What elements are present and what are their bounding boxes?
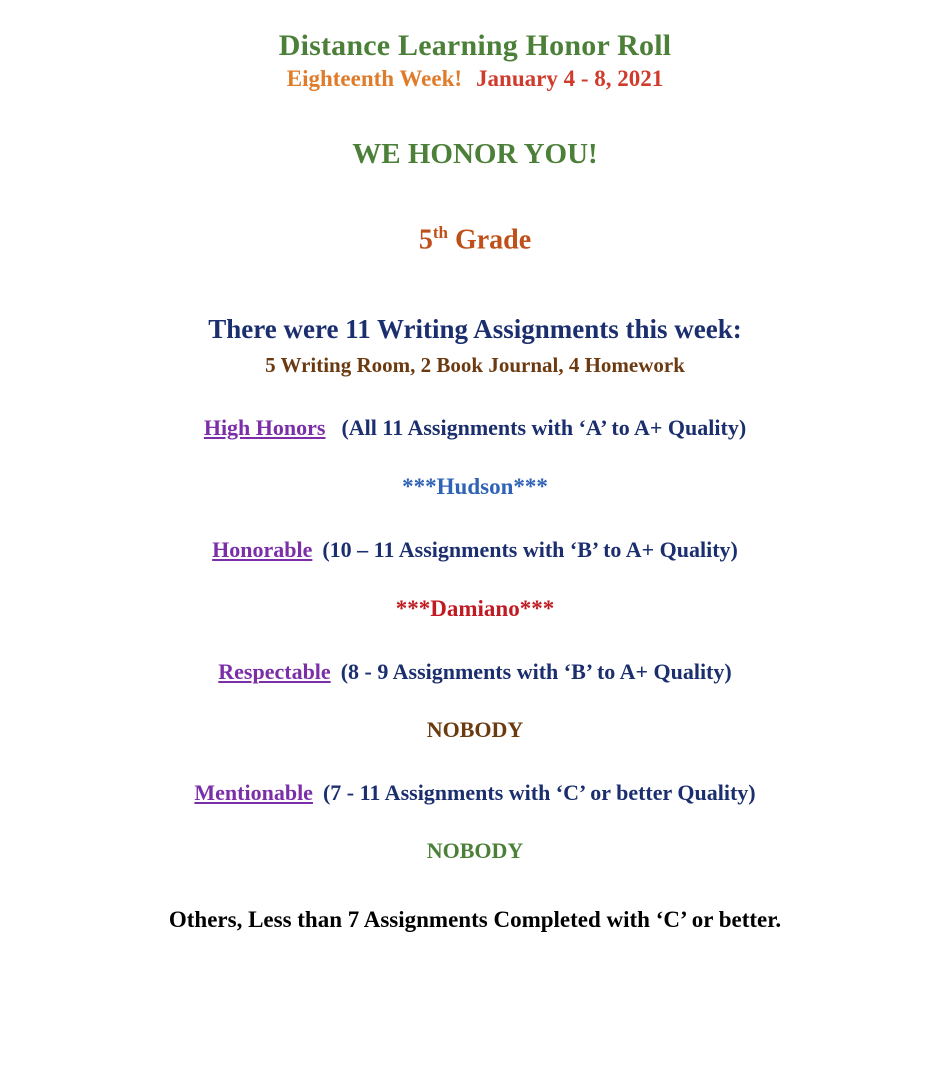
category-description-honorable: (10 – 11 Assignments with ‘B’ to A+ Quality) bbox=[322, 536, 738, 562]
grade-heading bbox=[20, 223, 930, 256]
footer-note: Others, Less than 7 Assignments Completed with ‘C’ or better. bbox=[168, 906, 782, 932]
category-description-mentionable: (7 - 11 Assignments with ‘C’ or better Quality) bbox=[322, 779, 756, 805]
section-high-honors bbox=[20, 415, 930, 441]
assignments-breakdown: 5 Writing Room, 2 Book Journal, 4 Homework bbox=[265, 352, 685, 377]
names-mentionable: NOBODY bbox=[426, 837, 524, 863]
week-label: Eighteenth Week! bbox=[286, 66, 463, 92]
names-honorable: ***Damiano*** bbox=[395, 595, 555, 621]
section-honorable bbox=[20, 537, 930, 563]
grade-number: 5 bbox=[418, 224, 433, 256]
category-label-respectable: Respectable bbox=[218, 658, 331, 684]
category-description-respectable: (8 - 9 Assignments with ‘B’ to A+ Quality) bbox=[340, 658, 732, 684]
date-range: January 4 - 8, 2021 bbox=[476, 66, 664, 92]
category-label-high-honors: High Honors bbox=[203, 414, 326, 440]
grade-word: Grade bbox=[454, 224, 532, 256]
names-high-honors: ***Hudson*** bbox=[402, 473, 548, 499]
category-description-high-honors: (All 11 Assignments with ‘A’ to A+ Quality) bbox=[341, 414, 747, 440]
section-respectable bbox=[20, 659, 930, 685]
document-title: Distance Learning Honor Roll bbox=[278, 29, 672, 62]
honor-banner: WE HONOR YOU! bbox=[352, 137, 598, 170]
assignments-headline: There were 11 Writing Assignments this week: bbox=[208, 314, 742, 345]
document-subtitle bbox=[20, 65, 930, 92]
category-label-honorable: Honorable bbox=[212, 536, 313, 562]
names-respectable: NOBODY bbox=[426, 716, 524, 742]
section-mentionable bbox=[20, 780, 930, 806]
category-label-mentionable: Mentionable bbox=[194, 779, 313, 805]
grade-suffix: th bbox=[432, 222, 448, 242]
